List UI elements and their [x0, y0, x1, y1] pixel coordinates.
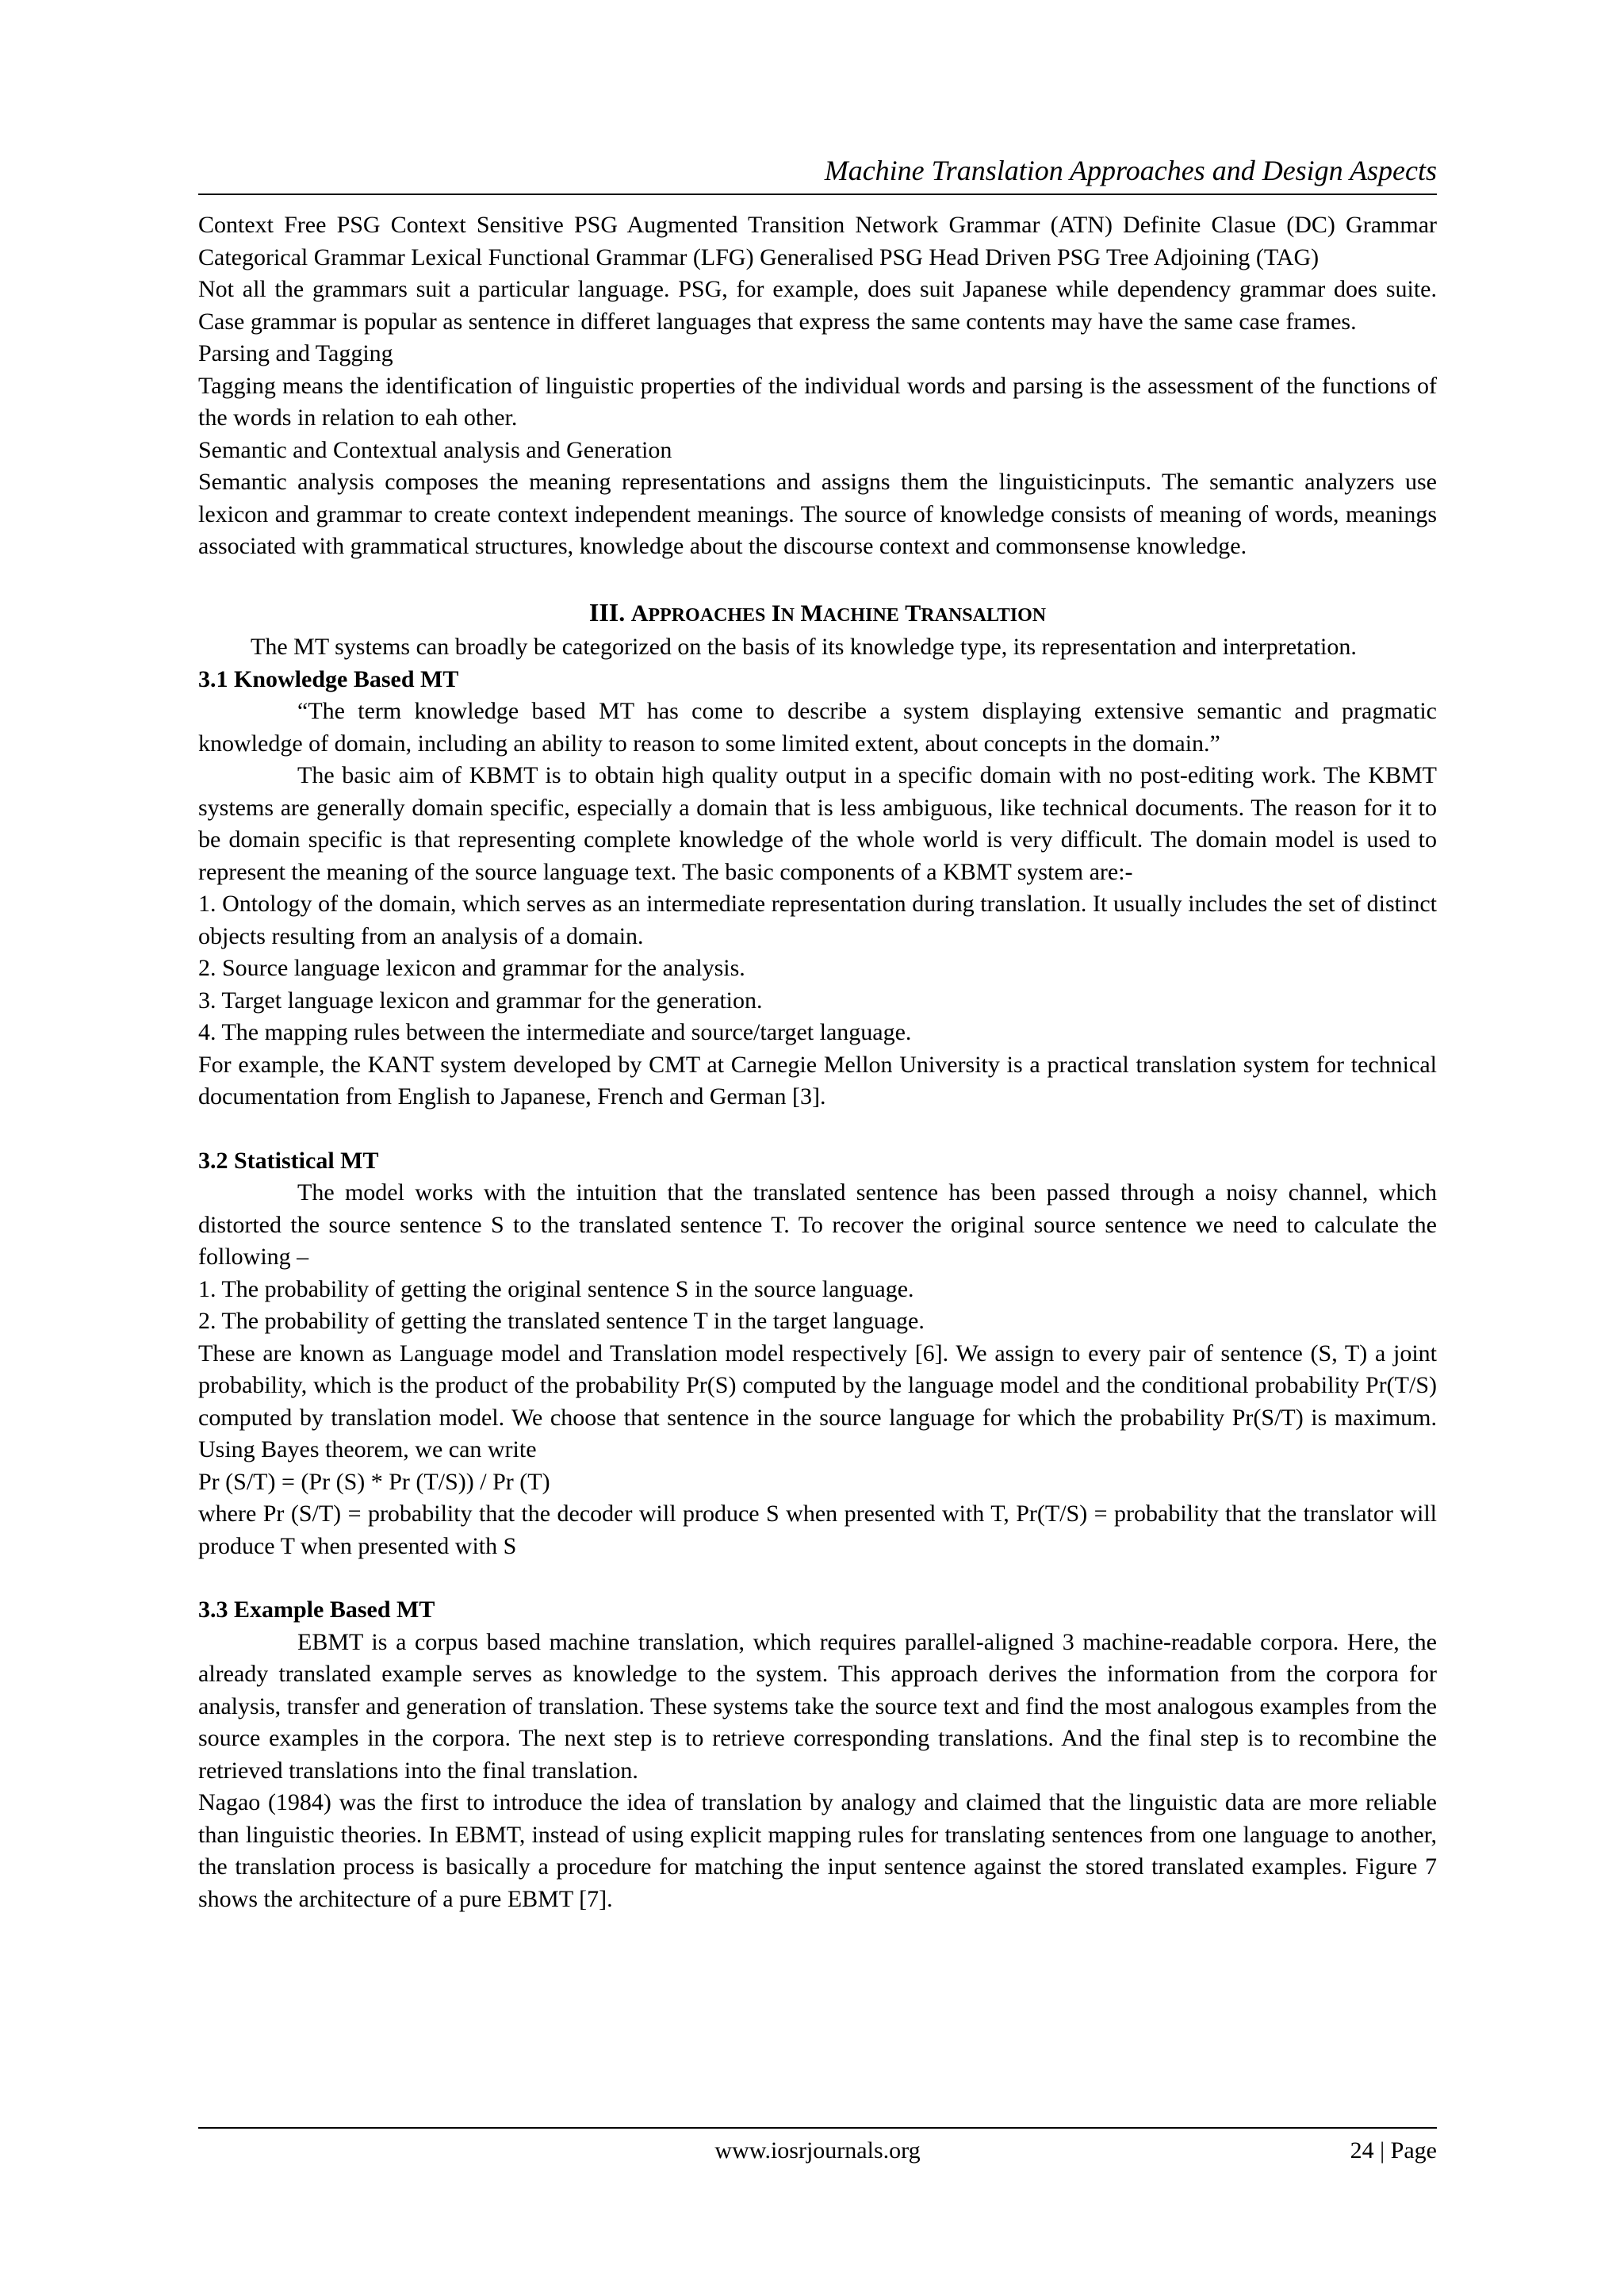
paragraph-ebmt-nagao: Nagao (1984) was the first to introduce the idea of translation by analogy and claimed that the linguistic data are more reliable than linguistic theories. In EBMT, instead of using explicit mapping rules for translating sentences from one language to another, the translation process is basically a procedure for matching the input sentence against the stored translated examples. Figure 7 shows the architecture of a pure EBMT [7]. — [198, 1789, 1437, 1912]
paragraph-kbmt-quote: “The term knowledge based MT has come to describe a system displaying extensive semantic and pragmatic knowledge of domain, including an ability to reason to some limited extent, about concepts in the domain.” — [198, 698, 1437, 757]
paragraph-kbmt-aim: The basic aim of KBMT is to obtain high quality output in a specific domain with no post-editing work. The KBMT systems are generally domain specific, especially a domain that is less ambiguous, like technical documents. The reason for it to be domain specific is that representing complete knowledge of the whole world is very difficult. The domain model is used to represent the meaning of the source language text. The basic components of a KBMT system are:- — [198, 762, 1437, 885]
paragraph-smt-where: where Pr (S/T) = probability that the decoder will produce S when presented with T, Pr(T/S) = probability that the translator will produce T when presented with S — [198, 1501, 1437, 1559]
paragraph-smt-model: The model works with the intuition that the translated sentence has been passed through a noisy channel, which distorted the source sentence S to the translated sentence T. To recover the original source sentence we need to calculate the following – — [198, 1179, 1437, 1270]
paragraph-tagging: Tagging means the identification of linguistic properties of the individual words and parsing is the assessment of the functions of the words in relation to eah other. — [198, 372, 1437, 431]
page-number: 24 | Page — [1350, 2137, 1437, 2164]
equation-bayes: Pr (S/T) = (Pr (S) * Pr (T/S)) / Pr (T) — [198, 1468, 550, 1495]
list-item: 1. Ontology of the domain, which serves as an intermediate representation during translation. It usually includes the set of distinct objects resulting from an analysis of a domain. — [198, 891, 1437, 949]
list-item: 3. Target language lexicon and grammar for the generation. — [198, 987, 763, 1014]
footer-rule — [198, 2127, 1437, 2129]
subsection-heading-ebmt: 3.3 Example Based MT — [198, 1596, 435, 1623]
page-content — [198, 209, 1437, 1915]
heading-semantic-analysis: Semantic and Contextual analysis and Generation — [198, 436, 672, 463]
section-number: III. — [588, 597, 626, 627]
paragraph-semantic-analysis: Semantic analysis composes the meaning representations and assigns them the linguisticinputs. The semantic analyzers use lexicon and grammar to create context independent meanings. The source of knowledge consists of meaning of words, meanings associated with grammatical structures, knowledge about the discourse context and commonsense knowledge. — [198, 469, 1437, 559]
list-item: 2. Source language lexicon and grammar for the analysis. — [198, 955, 745, 981]
list-item: 4. The mapping rules between the intermediate and source/target language. — [198, 1019, 912, 1045]
paragraph-grammar-list: Context Free PSG Context Sensitive PSG Augmented Transition Network Grammar (ATN) Definite Clasue (DC) Grammar Categorical Grammar Lexical Functional Grammar (LFG) Generalised PSG Head Driven PSG Tree Adjoining (TAG) — [198, 212, 1437, 270]
header-rule — [198, 194, 1437, 195]
running-header: Machine Translation Approaches and Design Aspects — [824, 155, 1437, 186]
section-title-approaches: III. APPROACHES IN MACHINE TRANSALTION — [588, 597, 1047, 627]
list-item: 2. The probability of getting the translated sentence T in the target language. — [198, 1308, 925, 1334]
paragraph-ebmt-intro: EBMT is a corpus based machine translation, which requires parallel-aligned 3 machine-readable corpora. Here, the already translated example serves as knowledge to the system. This approach derives the information from the corpora for analysis, transfer and generation of translation. These systems take the source text and find the most analogous examples from the source examples in the corpora. The next step is to retrieve corresponding translations. And the final step is to recombine the retrieved translations into the final translation. — [198, 1628, 1437, 1784]
heading-parsing-tagging: Parsing and Tagging — [198, 340, 393, 366]
paragraph-smt-models: These are known as Language model and Translation model respectively [6]. We assign to every pair of sentence (S, T) a joint probability, which is the product of the probability Pr(S) computed by the language model and the conditional probability Pr(T/S) computed by translation model. We choose that sentence in the source language for which the probability Pr(S/T) is maximum. Using Bayes theorem, we can write — [198, 1340, 1437, 1462]
paragraph-grammar-suitability: Not all the grammars suit a particular language. PSG, for example, does suit Japanese while dependency grammar does suite. Case grammar is popular as sentence in differet languages that express the same contents may have the same case frames. — [198, 276, 1437, 335]
list-item: 1. The probability of getting the original sentence S in the source language. — [198, 1275, 914, 1302]
paragraph-kant-example: For example, the KANT system developed by CMT at Carnegie Mellon University is a practical translation system for technical documentation from English to Japanese, French and German [3]. — [198, 1051, 1437, 1110]
footer-website: www.iosrjournals.org — [714, 2137, 921, 2164]
paragraph-section-intro: The MT systems can broadly be categorized on the basis of its knowledge type, its representation and interpretation. — [251, 634, 1357, 660]
subsection-heading-kbmt: 3.1 Knowledge Based MT — [198, 665, 459, 692]
subsection-heading-smt: 3.2 Statistical MT — [198, 1147, 379, 1174]
